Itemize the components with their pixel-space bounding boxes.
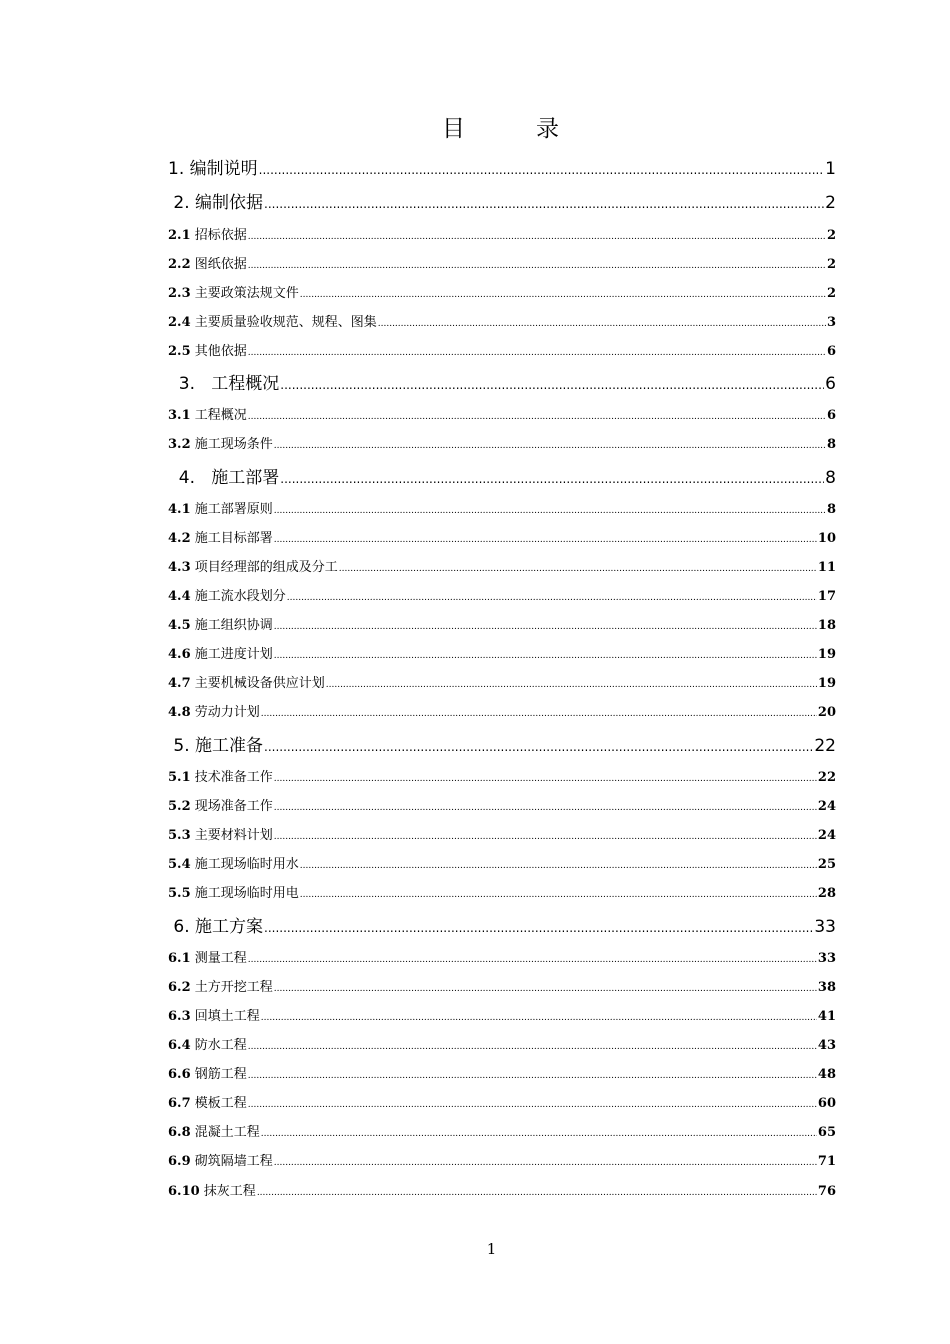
toc-entry-page: 1 bbox=[825, 159, 836, 179]
toc-entry[interactable] bbox=[168, 256, 836, 275]
toc-entry-number: 6.3 bbox=[168, 1009, 191, 1024]
toc-dot-leader bbox=[264, 736, 813, 758]
toc-entry-number: 4.8 bbox=[168, 705, 191, 720]
toc-entry-title: 施工现场临时用电 bbox=[190, 886, 299, 901]
toc-dot-leader bbox=[326, 676, 817, 694]
toc-entry-title: 图纸依据 bbox=[190, 257, 247, 272]
toc-dot-leader bbox=[339, 560, 817, 578]
toc-entry[interactable] bbox=[168, 735, 836, 758]
toc-entry-label bbox=[168, 1183, 256, 1201]
toc-entry-label bbox=[168, 735, 263, 757]
toc-entry-page: 18 bbox=[817, 618, 836, 633]
toc-dot-leader bbox=[248, 951, 817, 969]
toc-entry-page: 2 bbox=[826, 286, 836, 301]
toc-entry-page: 71 bbox=[817, 1154, 836, 1169]
toc-dot-leader bbox=[248, 1038, 817, 1056]
toc-entry-page: 22 bbox=[817, 770, 836, 785]
toc-dot-leader bbox=[257, 1184, 817, 1202]
toc-dot-leader bbox=[280, 374, 824, 396]
toc-entry[interactable] bbox=[168, 1008, 836, 1027]
toc-dot-leader bbox=[274, 799, 817, 817]
toc-entry-title: 测量工程 bbox=[190, 951, 247, 966]
toc-entry-label bbox=[168, 1008, 260, 1026]
page-title: 目 录 bbox=[442, 116, 583, 142]
toc-entry-label bbox=[168, 1066, 247, 1084]
toc-entry[interactable] bbox=[168, 798, 836, 817]
toc-entry[interactable] bbox=[168, 1037, 836, 1056]
toc-entry-title: 招标依据 bbox=[190, 228, 247, 243]
toc-dot-leader bbox=[274, 1154, 817, 1172]
toc-entry-number: 2.2 bbox=[168, 257, 191, 272]
toc-entry-page: 6 bbox=[826, 344, 836, 359]
toc-entry-label bbox=[168, 1124, 260, 1142]
toc-entry-page: 25 bbox=[817, 857, 836, 872]
toc-dot-leader bbox=[248, 408, 826, 426]
toc-entry[interactable] bbox=[168, 979, 836, 998]
toc-entry-title: 施工目标部署 bbox=[190, 531, 273, 546]
toc-entry-page: 43 bbox=[817, 1038, 836, 1053]
toc-entry-page: 8 bbox=[825, 468, 836, 488]
toc-entry[interactable] bbox=[168, 343, 836, 362]
toc-entry-page: 11 bbox=[817, 560, 836, 575]
toc-entry-title: 现场准备工作 bbox=[190, 799, 273, 814]
toc-entry-label bbox=[168, 559, 338, 577]
toc-dot-leader bbox=[248, 228, 826, 246]
toc-entry-number: 3.2 bbox=[168, 437, 191, 452]
toc-entry-page: 2 bbox=[826, 257, 836, 272]
toc-entry[interactable] bbox=[168, 373, 836, 396]
toc-entry-number: 5.1 bbox=[168, 770, 191, 785]
toc-entry[interactable] bbox=[168, 950, 836, 969]
toc-entry-label bbox=[168, 285, 299, 303]
page-number: 1 bbox=[486, 1240, 497, 1258]
toc-entry-label bbox=[168, 827, 273, 845]
toc-dot-leader bbox=[274, 618, 817, 636]
toc-entry-label bbox=[168, 704, 260, 722]
toc-entry-page: 3 bbox=[826, 315, 836, 330]
toc-dot-leader bbox=[280, 468, 824, 490]
toc-entry-number: 6.10 bbox=[168, 1184, 200, 1199]
toc-entry[interactable] bbox=[168, 617, 836, 636]
toc-entry[interactable] bbox=[168, 588, 836, 607]
toc-entry-page: 2 bbox=[825, 193, 836, 213]
toc-entry-page: 28 bbox=[817, 886, 836, 901]
toc-entry-page: 65 bbox=[817, 1125, 836, 1140]
toc-entry-page: 6 bbox=[826, 408, 836, 423]
toc-entry-number: 6.1 bbox=[168, 951, 191, 966]
toc-entry-number: 4.2 bbox=[168, 531, 191, 546]
toc-entry[interactable] bbox=[168, 559, 836, 578]
toc-entry-label bbox=[168, 407, 247, 425]
toc-entry-page: 8 bbox=[826, 502, 836, 517]
toc-entry-page: 19 bbox=[817, 676, 836, 691]
toc-entry[interactable] bbox=[168, 501, 836, 520]
toc-entry[interactable] bbox=[168, 885, 836, 904]
toc-entry-title: 钢筋工程 bbox=[190, 1067, 247, 1082]
toc-entry-page: 2 bbox=[826, 228, 836, 243]
toc-entry[interactable] bbox=[168, 1095, 836, 1114]
toc-dot-leader bbox=[300, 857, 817, 875]
toc-entry-title: 施工组织协调 bbox=[190, 618, 273, 633]
toc-entry-number: 2.3 bbox=[168, 286, 191, 301]
toc-entry-page: 17 bbox=[817, 589, 836, 604]
toc-entry-label bbox=[168, 916, 263, 938]
toc-dot-leader bbox=[248, 1096, 817, 1114]
toc-entry-label bbox=[168, 343, 247, 361]
toc-entry-number: 3.1 bbox=[168, 408, 191, 423]
toc-entry-label bbox=[168, 798, 273, 816]
toc-entry[interactable] bbox=[168, 1066, 836, 1085]
toc-entry-number: 4.4 bbox=[168, 589, 191, 604]
toc-entry[interactable] bbox=[168, 646, 836, 665]
toc-entry-label bbox=[168, 158, 258, 180]
toc-entry-page: 48 bbox=[817, 1067, 836, 1082]
toc-entry-label bbox=[168, 314, 377, 332]
toc-entry[interactable] bbox=[168, 407, 836, 426]
toc-entry-title: 抹灰工程 bbox=[199, 1184, 256, 1199]
toc-dot-leader bbox=[274, 437, 826, 455]
toc-dot-leader bbox=[274, 770, 817, 788]
toc-entry-page: 76 bbox=[817, 1184, 836, 1199]
toc-entry-number: 4.6 bbox=[168, 647, 191, 662]
toc-entry-label bbox=[168, 885, 299, 903]
toc-entry-number: 6.6 bbox=[168, 1067, 191, 1082]
toc-entry-title: 2. 编制依据 bbox=[168, 193, 264, 213]
toc-entry-number: 2.4 bbox=[168, 315, 191, 330]
toc-entry-title: 项目经理部的组成及分工 bbox=[190, 560, 338, 575]
toc-entry-number: 4.7 bbox=[168, 676, 191, 691]
toc-entry[interactable] bbox=[168, 827, 836, 846]
toc-entry-page: 33 bbox=[817, 951, 836, 966]
toc-entry-title: 5. 施工准备 bbox=[168, 736, 264, 756]
toc-entry-page: 41 bbox=[817, 1009, 836, 1024]
toc-entry[interactable] bbox=[168, 436, 836, 455]
toc-entry-title: 回填土工程 bbox=[190, 1009, 260, 1024]
toc-entry-title: 其他依据 bbox=[190, 344, 247, 359]
toc-entry[interactable] bbox=[168, 227, 836, 246]
toc-entry-page: 10 bbox=[817, 531, 836, 546]
toc-entry-label bbox=[168, 227, 247, 245]
toc-entry-page: 60 bbox=[817, 1096, 836, 1111]
toc-entry-title: 1. 编制说明 bbox=[168, 159, 258, 179]
toc-entry-label bbox=[168, 617, 273, 635]
toc-entry-label bbox=[168, 1037, 247, 1055]
toc-dot-leader bbox=[378, 315, 826, 333]
toc-entry[interactable] bbox=[168, 314, 836, 333]
toc-entry-label bbox=[168, 192, 263, 214]
toc-entry-title: 劳动力计划 bbox=[190, 705, 260, 720]
toc-entry-label bbox=[168, 675, 325, 693]
toc-entry-number: 5.3 bbox=[168, 828, 191, 843]
toc-entry[interactable] bbox=[168, 1183, 836, 1202]
toc-entry-page: 22 bbox=[814, 736, 836, 756]
toc-entry-page: 38 bbox=[817, 980, 836, 995]
toc-entry-label bbox=[168, 373, 279, 395]
toc-entry-label bbox=[168, 856, 299, 874]
toc-entry-title: 4. 施工部署 bbox=[168, 468, 280, 488]
toc-entry-number: 6.2 bbox=[168, 980, 191, 995]
toc-entry[interactable] bbox=[168, 467, 836, 490]
toc-dot-leader bbox=[274, 647, 817, 665]
toc-entry[interactable] bbox=[168, 285, 836, 304]
toc-entry-label bbox=[168, 467, 279, 489]
toc-entry-title: 施工流水段划分 bbox=[190, 589, 286, 604]
toc-entry-label bbox=[168, 769, 273, 787]
toc-entry-title: 模板工程 bbox=[190, 1096, 247, 1111]
toc-entry-number: 2.1 bbox=[168, 228, 191, 243]
toc-dot-leader bbox=[261, 1125, 817, 1143]
toc-entry-title: 主要材料计划 bbox=[190, 828, 273, 843]
toc-entry[interactable] bbox=[168, 704, 836, 723]
toc-entry-page: 19 bbox=[817, 647, 836, 662]
toc-entry-title: 混凝土工程 bbox=[190, 1125, 260, 1140]
toc-entry-page: 33 bbox=[814, 917, 836, 937]
toc-entry-title: 主要质量验收规范、规程、图集 bbox=[190, 315, 377, 330]
toc-entry[interactable] bbox=[168, 530, 836, 549]
toc-entry-number: 5.4 bbox=[168, 857, 191, 872]
toc-entry-title: 施工现场条件 bbox=[190, 437, 273, 452]
toc-entry-label bbox=[168, 950, 247, 968]
toc-entry-page: 24 bbox=[817, 799, 836, 814]
toc-dot-leader bbox=[287, 589, 817, 607]
toc-entry-title: 砌筑隔墙工程 bbox=[190, 1154, 273, 1169]
toc-entry[interactable] bbox=[168, 192, 836, 215]
toc-entry-title: 主要政策法规文件 bbox=[190, 286, 299, 301]
toc-entry-label bbox=[168, 646, 273, 664]
toc-entry[interactable] bbox=[168, 1124, 836, 1143]
toc-entry[interactable] bbox=[168, 769, 836, 788]
toc-entry-number: 5.2 bbox=[168, 799, 191, 814]
toc-entry-label bbox=[168, 1095, 247, 1113]
toc-entry-title: 防水工程 bbox=[190, 1038, 247, 1053]
toc-entry-label bbox=[168, 588, 286, 606]
toc-entry[interactable] bbox=[168, 916, 836, 939]
toc-entry[interactable] bbox=[168, 158, 836, 181]
toc-entry-label bbox=[168, 436, 273, 454]
toc-dot-leader bbox=[274, 502, 826, 520]
toc-dot-leader bbox=[300, 886, 817, 904]
toc-dot-leader bbox=[248, 344, 826, 362]
toc-dot-leader bbox=[264, 193, 824, 215]
toc-dot-leader bbox=[300, 286, 826, 304]
toc-entry[interactable] bbox=[168, 1153, 836, 1172]
toc-entry-number: 4.3 bbox=[168, 560, 191, 575]
toc-entry-label bbox=[168, 1153, 273, 1171]
toc-entry-title: 3. 工程概况 bbox=[168, 374, 280, 394]
toc-entry-page: 20 bbox=[817, 705, 836, 720]
toc-dot-leader bbox=[264, 917, 813, 939]
toc-dot-leader bbox=[274, 531, 817, 549]
toc-entry-number: 6.4 bbox=[168, 1038, 191, 1053]
toc-entry[interactable] bbox=[168, 856, 836, 875]
toc-dot-leader bbox=[261, 705, 817, 723]
toc-entry-title: 工程概况 bbox=[190, 408, 247, 423]
toc-entry-title: 技术准备工作 bbox=[190, 770, 273, 785]
toc-entry-number: 6.9 bbox=[168, 1154, 191, 1169]
toc-entry-page: 8 bbox=[826, 437, 836, 452]
toc-entry-label bbox=[168, 979, 273, 997]
toc-entry[interactable] bbox=[168, 675, 836, 694]
toc-dot-leader bbox=[274, 980, 817, 998]
toc-entry-title: 施工部署原则 bbox=[190, 502, 273, 517]
toc-entry-label bbox=[168, 501, 273, 519]
toc-entry-title: 施工现场临时用水 bbox=[190, 857, 299, 872]
toc-entry-label bbox=[168, 530, 273, 548]
toc-entry-page: 24 bbox=[817, 828, 836, 843]
toc-entry-number: 2.5 bbox=[168, 344, 191, 359]
toc-entry-number: 4.5 bbox=[168, 618, 191, 633]
toc-dot-leader bbox=[259, 159, 825, 181]
toc-entry-page: 6 bbox=[825, 374, 836, 394]
toc-entry-title: 土方开挖工程 bbox=[190, 980, 273, 995]
toc-entry-label bbox=[168, 256, 247, 274]
toc-dot-leader bbox=[248, 257, 826, 275]
toc-entry-number: 6.7 bbox=[168, 1096, 191, 1111]
toc-entry-number: 6.8 bbox=[168, 1125, 191, 1140]
toc-entry-title: 主要机械设备供应计划 bbox=[190, 676, 325, 691]
toc-dot-leader bbox=[248, 1067, 817, 1085]
toc-entry-title: 施工进度计划 bbox=[190, 647, 273, 662]
toc-entry-number: 4.1 bbox=[168, 502, 191, 517]
toc-dot-leader bbox=[261, 1009, 817, 1027]
toc-entry-title: 6. 施工方案 bbox=[168, 917, 264, 937]
toc-entry-number: 5.5 bbox=[168, 886, 191, 901]
toc-dot-leader bbox=[274, 828, 817, 846]
